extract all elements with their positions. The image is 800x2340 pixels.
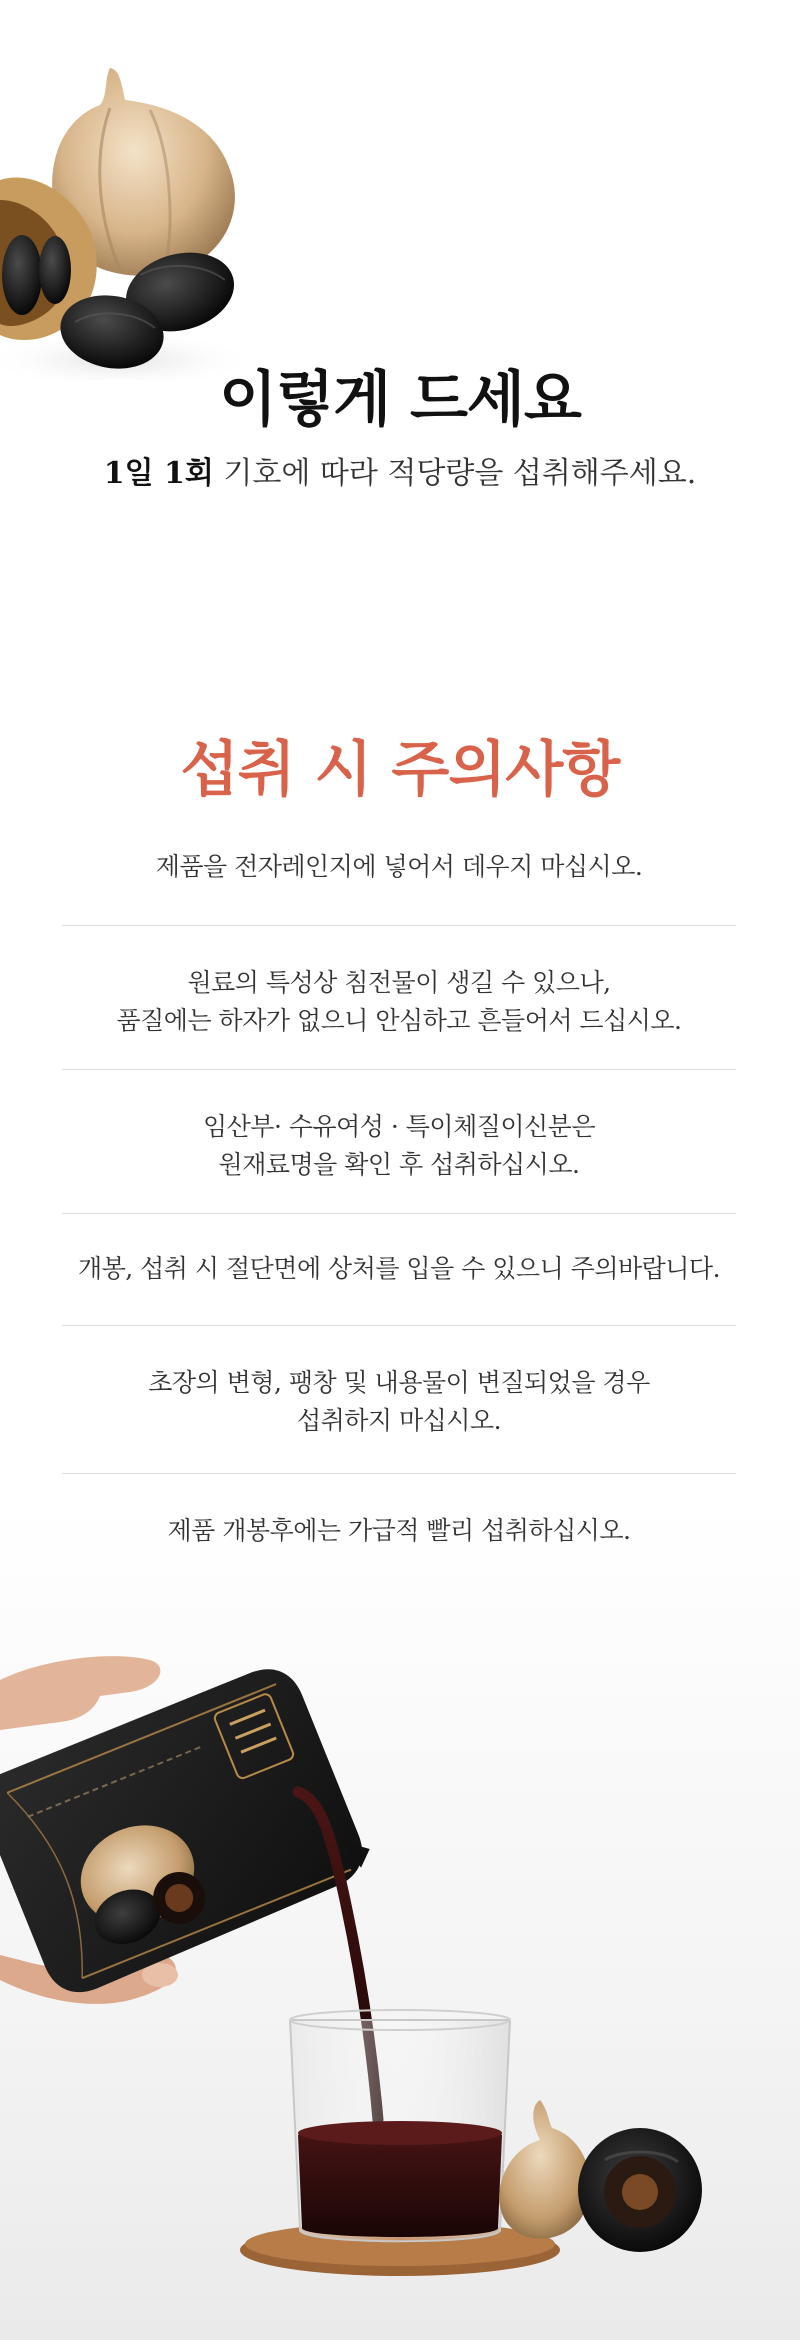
caution-line: 섭취하지 마십시오. [296,1406,502,1435]
caution-item [62,1326,736,1474]
black-garlic-illustration [0,60,260,380]
dosage-bold: 1일 1회 [103,456,214,491]
caution-list [62,820,736,1586]
caution-line: 품질에는 하자가 없으니 안심하고 흔들어서 드십시오. [116,1006,682,1035]
caution-item [62,926,736,1070]
caution-line: 임산부· 수유여성 · 특이체질이신분은 [203,1112,595,1141]
caution-line: 원재료명을 확인 후 섭취하십시오. [218,1150,580,1179]
how-to-eat-subtitle [0,448,800,492]
caution-line: 초장의 변형, 팽창 및 내용물이 변질되었을 경우 [148,1368,650,1397]
caution-line: 개봉, 섭취 시 절단면에 상처를 입을 수 있으니 주의바랍니다. [77,1254,721,1283]
caution-line: 원료의 특성상 침전물이 생길 수 있으나, [187,968,611,997]
caution-item [62,1214,736,1326]
pouch-pour-photo [0,1600,800,2340]
caution-line: 제품을 전자레인지에 넣어서 데우지 마십시오. [155,852,643,881]
dosage-rest: 기호에 따라 적당량을 섭취해주세요. [213,456,697,491]
caution-title: 섭취 시 주의사항 [180,735,620,805]
how-to-eat-title: 이렇게 드세요 [219,365,581,435]
caution-line: 제품 개봉후에는 가급적 빨리 섭취하십시오. [167,1516,631,1545]
caution-item [62,1070,736,1214]
caution-item [62,1474,736,1586]
caution-item [62,820,736,926]
